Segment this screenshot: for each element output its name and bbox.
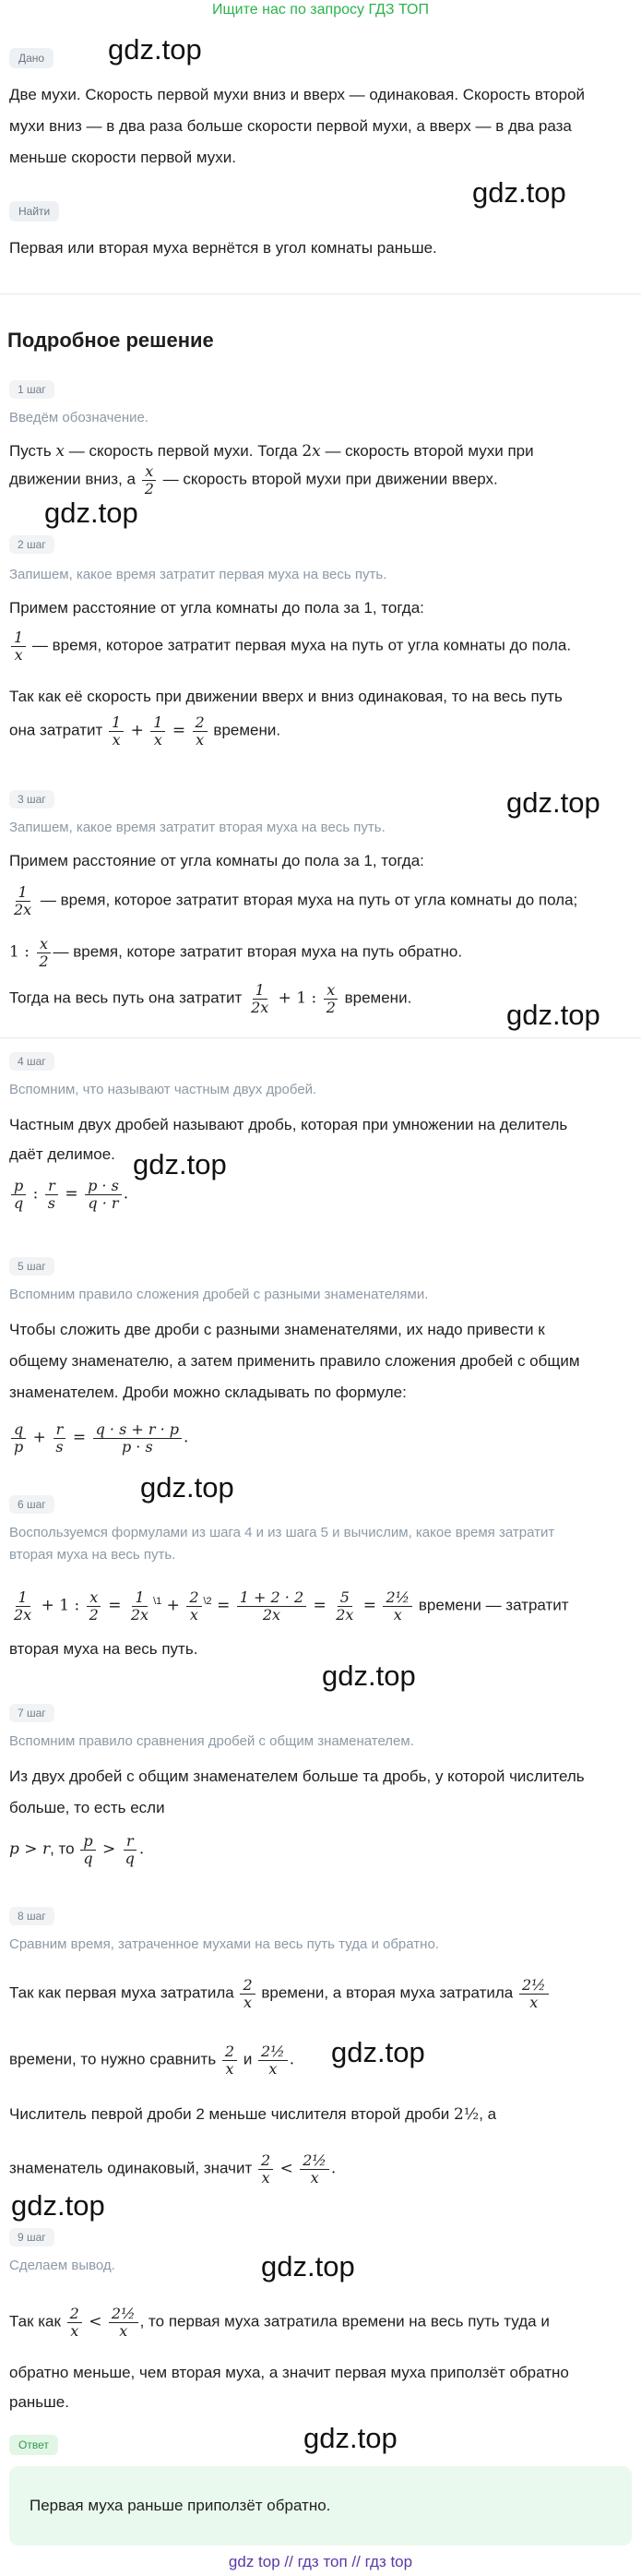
text-run: — скорость второй мухи при движении вверх. bbox=[158, 470, 498, 488]
step-1-tag-wrap bbox=[9, 380, 54, 399]
text-run: — скорость первой мухи. Тогда bbox=[65, 442, 303, 460]
given-label-wrap bbox=[9, 48, 53, 68]
watermark: gdz.top bbox=[506, 786, 600, 819]
step-8-line-3: Числитель певрой дроби 2 меньше числителя второй дроби 2½, а bbox=[9, 2105, 497, 2124]
step-4-line-2: даёт делимое. bbox=[9, 1145, 115, 1163]
step-3-line-4: Тогда на весь путь она затратит $\frac{1}{2x}$ + 1 : $\frac{x}{2}$ времени. bbox=[9, 981, 412, 1016]
text-run: времени, а вторая муха затратила bbox=[256, 1983, 514, 2002]
text-run: времени. bbox=[208, 721, 281, 739]
step-2-line-4: она затратит $\frac{1}{x}$ + $\frac{1}{x}$ = $\frac{2}{x}$ времени. bbox=[9, 713, 281, 749]
step-7-formula: p > r, то $\frac{p}{q}$ > $\frac{r}{q}$ . bbox=[9, 1832, 145, 1867]
step-5-line-3: знаменателем. Дроби можно складывать по формуле: bbox=[9, 1384, 407, 1401]
step-4-hint: Вспомним, что называют частным двух дробей. bbox=[9, 1082, 317, 1097]
text-run: , то первая муха затратила времени на весь путь туда и bbox=[139, 2312, 550, 2330]
step-8-tag: 8 шаг bbox=[9, 1907, 54, 1925]
step-5-tag: 5 шаг bbox=[9, 1257, 54, 1276]
step-5-hint: Вспомним правило сложения дробей с разными знаменателями. bbox=[9, 1287, 429, 1302]
watermark: gdz.top bbox=[108, 33, 202, 66]
answer-box bbox=[9, 2466, 632, 2546]
step-3-line-2: $\frac{1}{2x}$ — время, которое затратит вторая муха на путь от угла комнаты до пола; bbox=[14, 883, 578, 918]
watermark: gdz.top bbox=[303, 2422, 398, 2454]
step-6-hint-1: Воспользуемся формулами из шага 4 и из шага 5 и вычислим, какое время затратит bbox=[9, 1525, 555, 1540]
search-banner[interactable]: Ищите нас по запросу ГДЗ ТОП bbox=[212, 2, 429, 18]
step-8-line-4: знаменатель одинаковый, значит $\frac{2}{x}$ < $\frac{\text{2½}}{x}$ . bbox=[9, 2151, 337, 2187]
text-run: времени, то нужно сравнить bbox=[9, 2050, 220, 2068]
step-2-tag: 2 шаг bbox=[9, 535, 54, 554]
text-run: времени — затратит bbox=[418, 1596, 569, 1614]
find-text: Первая или вторая муха вернётся в угол комнаты раньше. bbox=[9, 239, 437, 257]
step-9-line-2: обратно меньше, чем вторая муха, а значит первая муха приползёт обратно bbox=[9, 2364, 569, 2381]
fraction: $\frac{1}{x}$ bbox=[11, 629, 26, 663]
step-3-hint: Запишем, какое время затратит вторая муха на весь путь. bbox=[9, 820, 386, 835]
text-run: Так как первая муха затратила bbox=[9, 1983, 239, 2002]
given-label: Дано bbox=[9, 48, 53, 68]
step-9-hint: Сделаем вывод. bbox=[9, 2258, 115, 2273]
text-run: Так как bbox=[9, 2312, 65, 2330]
step-1-tag: 1 шаг bbox=[9, 380, 54, 399]
step-2-hint: Запишем, какое время затратит первая муха на весь путь. bbox=[9, 567, 387, 582]
text-run: — скорость второй мухи при bbox=[320, 442, 534, 460]
watermark: gdz.top bbox=[322, 1659, 416, 1692]
text-run: времени. bbox=[339, 988, 412, 1007]
solution-title: Подробное решение bbox=[7, 329, 214, 352]
answer-text: Первая муха раньше приползёт обратно. bbox=[30, 2497, 331, 2514]
step-9-line-1: Так как $\frac{2}{x}$ < $\frac{\text{2½}}{x}$ , то первая муха затратила времени на весь путь туда и bbox=[9, 2305, 550, 2340]
step-1-hint: Введём обозначение. bbox=[9, 410, 149, 425]
step-5-line-1: Чтобы сложить две дроби с разными знаменателями, их надо привести к bbox=[9, 1321, 545, 1338]
step-2-line-3: Так как её скорость при движении вверх и вниз одинаковая, то на весь путь bbox=[9, 688, 563, 705]
step-2-tag-wrap bbox=[9, 535, 54, 554]
text-run: Тогда на весь путь она затратит bbox=[9, 988, 247, 1007]
step-7-line-2: больше, то есть если bbox=[9, 1799, 165, 1816]
given-text-line-2: мухи вниз — в два раза больше скорости первой мухи, а вверх — в два раза bbox=[9, 117, 572, 135]
step-divider bbox=[0, 1037, 641, 1038]
watermark: gdz.top bbox=[133, 1148, 227, 1180]
step-8-hint: Сравним время, затраченное мухами на весь путь туда и обратно. bbox=[9, 1936, 439, 1952]
step-4-tag: 4 шаг bbox=[9, 1052, 54, 1071]
step-3-line-1: Примем расстояние от угла комнаты до пола за 1, тогда: bbox=[9, 852, 424, 869]
text-run: — время, которе затратит вторая муха на путь обратно. bbox=[53, 942, 463, 961]
text-run: , то bbox=[50, 1839, 75, 1858]
find-label: Найти bbox=[9, 201, 59, 222]
step-7-line-1: Из двух дробей с общим знаменателем больше та дробь, у которой числитель bbox=[9, 1767, 585, 1785]
step-1-line-2 bbox=[9, 463, 498, 497]
step-5-line-2: общему знаменателю, а затем применить правило сложения дробей с общим bbox=[9, 1352, 580, 1370]
step-7-tag: 7 шаг bbox=[9, 1704, 54, 1722]
step-6-hint-2: вторая муха на весь путь. bbox=[9, 1547, 176, 1563]
step-3-tag: 3 шаг bbox=[9, 790, 54, 809]
step-6-tag-wrap bbox=[9, 1495, 54, 1514]
step-2-line-2 bbox=[9, 629, 571, 663]
footer-links[interactable]: gdz top // гдз топ // гдз top bbox=[228, 2553, 413, 2570]
step-9-tag-wrap bbox=[9, 2228, 54, 2247]
find-label-wrap bbox=[9, 201, 59, 222]
given-text-line-3: меньше скорости первой мухи. bbox=[9, 149, 236, 166]
answer-tag-wrap bbox=[9, 2435, 58, 2455]
step-4-tag-wrap bbox=[9, 1052, 54, 1071]
step-4-formula: $\frac{p}{q}$ : $\frac{r}{s}$ = $\frac{p \cdot s}{q \cdot r}$ . bbox=[9, 1178, 128, 1211]
fraction: $\frac{x}{2}$ bbox=[142, 463, 157, 497]
text-run: она затратит bbox=[9, 721, 108, 739]
step-5-formula: $\frac{q}{p}$ + $\frac{r}{s}$ = $\frac{q \cdot s + r \cdot p}{p \cdot s}$ . bbox=[9, 1421, 188, 1455]
step-7-hint: Вспомним правило сравнения дробей с общим знаменателем. bbox=[9, 1733, 414, 1749]
watermark: gdz.top bbox=[11, 2189, 105, 2222]
step-6-line-2: вторая муха на весь путь. bbox=[9, 1640, 198, 1658]
text-run: движении вниз, а bbox=[9, 470, 140, 488]
given-text-line-1: Две мухи. Скорость первой мухи вниз и вверх — одинаковая. Скорость второй bbox=[9, 86, 586, 103]
text-run: — время, которое затратит первая муха на путь от угла комнаты до пола. bbox=[28, 636, 572, 654]
step-2-line-1: Примем расстояние от угла комнаты до пола за 1, тогда: bbox=[9, 599, 424, 617]
watermark: gdz.top bbox=[261, 2250, 355, 2282]
step-6-formula: $\frac{1}{2x}$ + 1 : $\frac{x}{2}$ = $\frac{1}{2x}$ $^{\backslash 1}$ + $\frac{2}{x}$ $^{\backslash 2}$ = $\frac{1 + 2 \cdot 2}{2x}$ = $\frac{5}{2x}$ = $\frac{\text{2½}}{x}$ времени — затратит bbox=[14, 1588, 569, 1623]
step-5-tag-wrap bbox=[9, 1257, 54, 1276]
watermark: gdz.top bbox=[506, 999, 600, 1031]
watermark: gdz.top bbox=[331, 2036, 425, 2068]
watermark: gdz.top bbox=[140, 1471, 234, 1504]
text-run: Числитель певрой дроби 2 меньше числителя второй дроби bbox=[9, 2105, 454, 2123]
step-8-line-1: Так как первая муха затратила $\frac{2}{x}$ времени, а вторая муха затратила $\frac{\text{2½}}{x}$ bbox=[9, 1977, 551, 2010]
step-4-line-1: Частным двух дробей называют дробь, которая при умножении на делитель bbox=[9, 1116, 568, 1133]
step-7-tag-wrap bbox=[9, 1704, 54, 1722]
step-9-tag: 9 шаг bbox=[9, 2228, 54, 2247]
answer-tag: Ответ bbox=[9, 2435, 58, 2455]
step-3-tag-wrap bbox=[9, 790, 54, 809]
step-8-tag-wrap bbox=[9, 1907, 54, 1925]
text-run: и bbox=[239, 2050, 257, 2068]
watermark: gdz.top bbox=[472, 176, 566, 209]
step-8-line-2: времени, то нужно сравнить $\frac{2}{x}$ и $\frac{\text{2½}}{x}$ . bbox=[9, 2043, 295, 2078]
step-1-line-1: Пусть x — скорость первой мухи. Тогда 2x — скорость второй мухи при bbox=[9, 442, 534, 461]
text-run: , а bbox=[479, 2105, 497, 2123]
text-run: — время, которое затратит вторая муха на путь от угла комнаты до пола; bbox=[36, 891, 578, 909]
text-run: знаменатель одинаковый, значит bbox=[9, 2159, 256, 2177]
watermark: gdz.top bbox=[44, 497, 138, 529]
step-3-line-3: 1 : $\frac{x}{2}$ — время, которе затратит вторая муха на путь обратно. bbox=[9, 935, 463, 970]
step-9-line-3: раньше. bbox=[9, 2393, 69, 2411]
text-run: Пусть bbox=[9, 442, 56, 460]
step-6-tag: 6 шаг bbox=[9, 1495, 54, 1514]
